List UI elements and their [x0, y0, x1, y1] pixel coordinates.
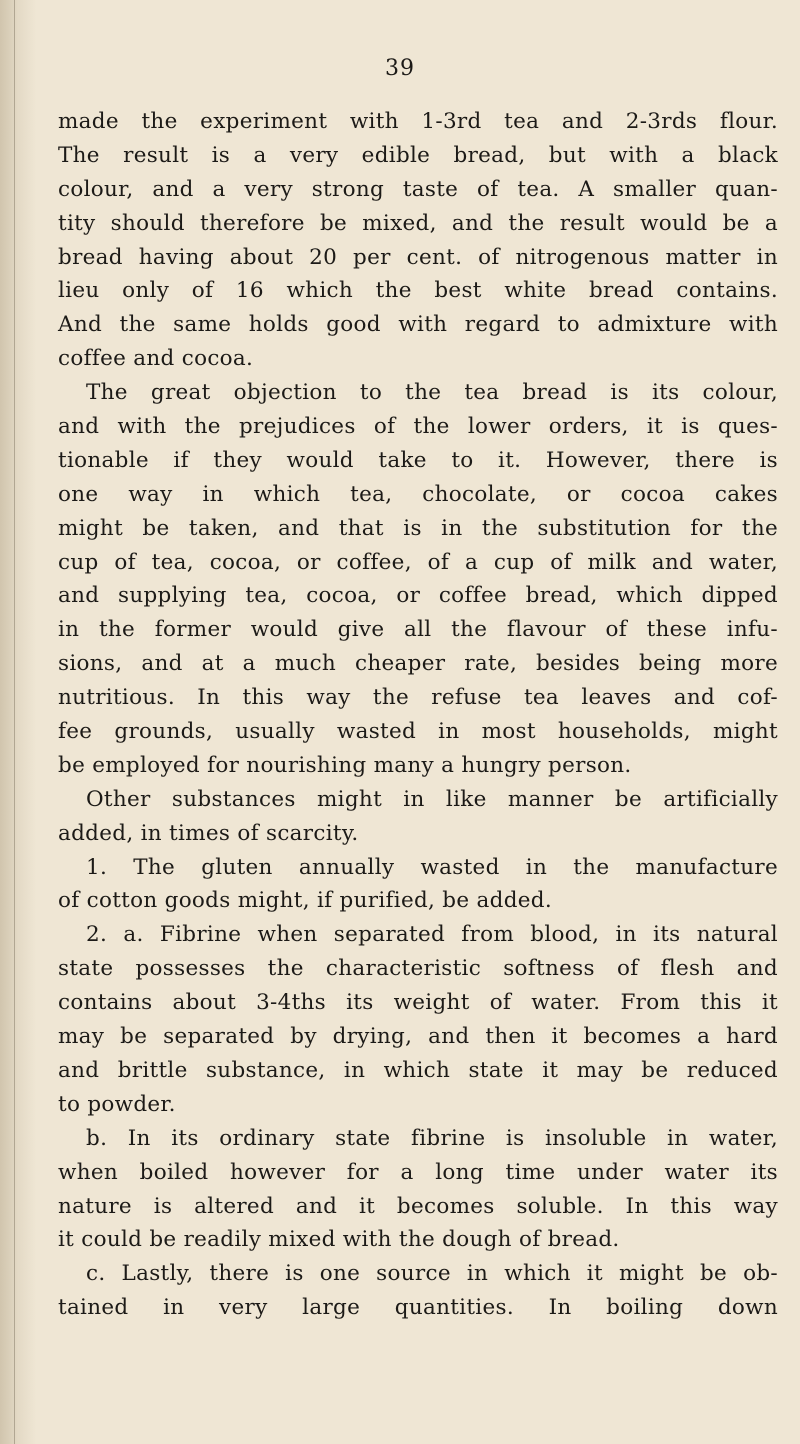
text-line: to powder.: [58, 1091, 176, 1117]
page-binding-shadow: [0, 0, 36, 1444]
text-line: nutritious. In this way the refuse tea leaves and cof-: [58, 685, 778, 711]
text-line: cup of tea, cocoa, or coffee, of a cup of milk and water,: [58, 549, 778, 575]
text-line: tity should therefore be mixed, and the result would be a: [58, 210, 778, 236]
text-line: it could be readily mixed with the dough of bread.: [58, 1227, 620, 1253]
text-line: added, in times of scarcity.: [58, 820, 359, 846]
text-line: b. In its ordinary state fibrine is insoluble in water,: [86, 1125, 778, 1151]
text-line: Other substances might in like manner be artificially: [86, 786, 778, 812]
text-line: may be separated by drying, and then it becomes a hard: [58, 1024, 778, 1050]
text-line: be employed for nourishing many a hungry person.: [58, 752, 632, 778]
text-line: in the former would give all the flavour of these infu-: [58, 617, 778, 643]
text-line: tained in very large quantities. In boiling down: [58, 1295, 778, 1321]
text-line: and brittle substance, in which state it may be reduced: [58, 1057, 778, 1083]
text-line: c. Lastly, there is one source in which it might be ob-: [86, 1261, 778, 1287]
text-line: colour, and a very strong taste of tea. A smaller quan-: [58, 176, 778, 202]
text-line: fee grounds, usually wasted in most households, might: [58, 719, 778, 745]
text-line: and with the prejudices of the lower orders, it is ques-: [58, 414, 778, 440]
text-line: lieu only of 16 which the best white bread contains.: [58, 278, 778, 304]
body-text: [58, 105, 778, 1325]
page-number: 39: [385, 56, 415, 81]
text-line: The result is a very edible bread, but with a black: [58, 142, 778, 168]
text-line: And the same holds good with regard to admixture with: [58, 312, 778, 338]
text-line: and supplying tea, cocoa, or coffee bread, which dipped: [58, 583, 778, 609]
text-line: of cotton goods might, if purified, be added.: [58, 888, 552, 914]
text-line: nature is altered and it becomes soluble. In this way: [58, 1193, 778, 1219]
text-line: made the experiment with 1-3rd tea and 2-3rds flour.: [58, 109, 778, 134]
text-line: when boiled however for a long time under water its: [58, 1159, 778, 1185]
text-line: 2. a. Fibrine when separated from blood, in its natural: [86, 922, 778, 948]
text-line: one way in which tea, chocolate, or cocoa cakes: [58, 481, 778, 507]
text-line: The great objection to the tea bread is its colour,: [86, 380, 778, 406]
page-binding-edge: [14, 0, 15, 1444]
text-line: 1. The gluten annually wasted in the manufacture: [86, 854, 778, 880]
text-line: contains about 3-4ths its weight of water. From this it: [58, 990, 778, 1016]
text-line: sions, and at a much cheaper rate, besides being more: [58, 651, 778, 677]
text-line: bread having about 20 per cent. of nitrogenous matter in: [58, 244, 778, 270]
text-line: coffee and cocoa.: [58, 346, 254, 372]
text-line: state possesses the characteristic softness of flesh and: [58, 956, 778, 982]
text-line: tionable if they would take to it. However, there is: [58, 447, 778, 473]
text-line: might be taken, and that is in the substitution for the: [58, 515, 778, 541]
